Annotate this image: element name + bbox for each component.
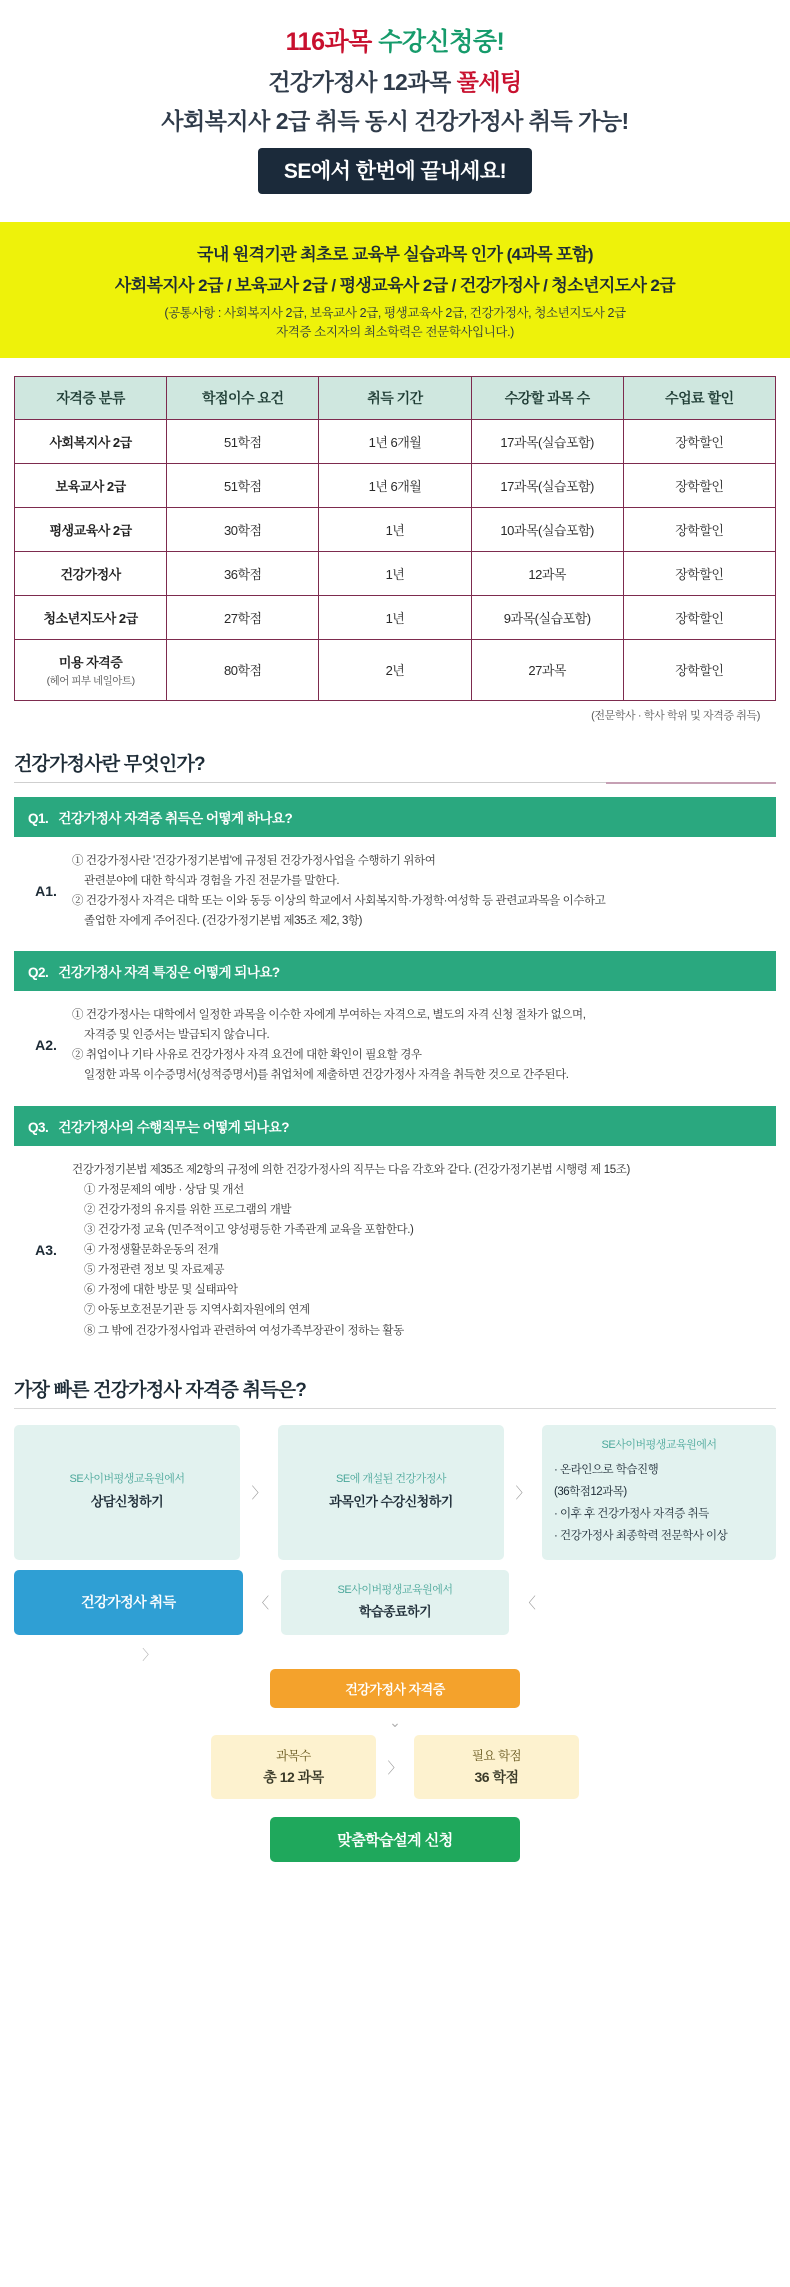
hero-line-2-highlight: 풀세팅 <box>456 69 522 95</box>
cell-credits: 36학점 <box>167 551 319 595</box>
cell-courses: 9과목(실습포함) <box>471 595 623 639</box>
faq-list <box>0 797 790 1355</box>
hero-line-1 <box>0 22 790 58</box>
chevron-down-icon: ⌄ <box>389 1713 401 1730</box>
yellow-banner <box>0 222 790 358</box>
faq-answer-line: 자격증 및 인증서는 발급되지 않습니다. <box>84 1029 270 1042</box>
flow-step-5-main: 학습종료하기 <box>358 1604 432 1620</box>
cell-credits: 51학점 <box>167 419 319 463</box>
flow-cert-badge-row <box>14 1669 776 1708</box>
cell-courses: 27과목 <box>471 639 623 700</box>
cell-credits: 27학점 <box>167 595 319 639</box>
cell-discount: 장학할인 <box>623 419 775 463</box>
chevron-right-icon: 〉 <box>387 1759 403 1777</box>
flow-step-3-item: · 이후 후 건강가정사 자격증 취득 <box>554 1507 709 1520</box>
faq-question <box>14 797 776 837</box>
certification-table-wrap <box>0 358 790 727</box>
cell-cert <box>15 639 167 700</box>
cell-discount: 장학할인 <box>623 551 775 595</box>
faq-answer-line: 건강가정기본법 제35조 제2항의 규정에 의한 건강가정사의 직무는 다음 각호와 같다. (건강가정기본법 시행령 제 15조) <box>72 1163 630 1176</box>
hero-line-3: 사회복지사 2급 취득 동시 건강가정사 취득 가능! <box>161 108 629 134</box>
faq-answer-number: A2. <box>35 1037 57 1054</box>
cell-cert-sub: (헤어 피부 네일아트) <box>46 674 135 687</box>
chevron-right-icon: 〉 <box>142 1646 157 1663</box>
hero-line-1-highlight: 116과목 <box>285 28 372 56</box>
hero-banner <box>0 0 790 208</box>
faq-answer <box>14 1146 776 1355</box>
cell-courses: 17과목(실습포함) <box>471 419 623 463</box>
cell-cert: 건강가정사 <box>15 551 167 595</box>
th-cert: 자격증 분류 <box>15 376 167 419</box>
flow-result-courses-value: 총 12 과목 <box>263 1768 324 1785</box>
faq-answer-text <box>72 1005 770 1086</box>
flow-section-title: 가장 빠른 건강가정사 자격증 취득은? <box>14 1379 307 1401</box>
faq-question-text: 건강가정사 자격증 취득은 어떻게 하나요? <box>58 810 293 826</box>
hero-line-2-pre: 건강가정사 12과목 <box>268 69 457 95</box>
cell-credits: 51학점 <box>167 463 319 507</box>
faq-answer-line: ① 건강가정사란 '건강가정기본법'에 규정된 건강가정사업을 수행하기 위하여 <box>72 854 436 867</box>
faq-answer-line: ⑥ 가정에 대한 방문 및 실태파악 <box>84 1284 238 1297</box>
hero-line-2 <box>0 64 790 97</box>
flow-step-1 <box>14 1425 240 1560</box>
th-period: 취득 기간 <box>319 376 471 419</box>
flow-spacer <box>547 1570 776 1635</box>
hero-line-1-rest: 수강신청중! <box>371 28 505 56</box>
table-row <box>15 507 776 551</box>
flow-step-1-top: SE사이버평생교육원에서 <box>69 1473 185 1486</box>
yellow-line-3b: 자격증 소지자의 최소학력은 전문학사입니다.) <box>276 324 514 339</box>
flow-step-3-item: · 온라인으로 학습진행 <box>554 1464 659 1477</box>
flow-step-4 <box>14 1570 243 1635</box>
faq-answer-text <box>72 851 770 932</box>
faq-answer-line: ⑧ 그 밖에 건강가정사업과 관련하여 여성가족부장관이 정하는 활동 <box>84 1324 404 1337</box>
faq-answer-number: A1. <box>35 882 57 899</box>
table-row <box>15 595 776 639</box>
cell-courses: 17과목(실습포함) <box>471 463 623 507</box>
cell-credits: 80학점 <box>167 639 319 700</box>
flow-row-1 <box>14 1425 776 1560</box>
yellow-line-3a: (공통사항 : 사회복지사 2급, 보육교사 2급, 평생교육사 2급, 건강가정사, 청소년지도사 2급 <box>164 306 626 320</box>
faq-question-number: Q2. <box>28 965 49 980</box>
faq-answer-line: 관련분야에 대한 학식과 경험을 가진 전문가를 말한다. <box>84 874 340 887</box>
cell-discount: 장학할인 <box>623 507 775 551</box>
cell-cert: 사회복지사 2급 <box>15 419 167 463</box>
yellow-line-2: 사회복지사 2급 / 보육교사 2급 / 평생교육사 2급 / 건강가정사 / 청소년지도사 2급 <box>114 276 676 295</box>
th-courses: 수강할 과목 수 <box>471 376 623 419</box>
cell-period: 1년 6개월 <box>319 419 471 463</box>
faq-question-number: Q1. <box>28 810 49 826</box>
yellow-line-3 <box>10 304 780 342</box>
faq-answer-line: 일정한 과목 이수증명서(성적증명서)를 취업처에 제출하면 건강가정사 자격을 취득한 것으로 간주된다. <box>84 1069 569 1082</box>
flow-step-2 <box>278 1425 504 1560</box>
cell-discount: 장학할인 <box>623 463 775 507</box>
cell-courses: 12과목 <box>471 551 623 595</box>
cell-cert-main: 미용 자격증 <box>58 654 123 670</box>
flow-row-2 <box>14 1570 776 1635</box>
flow-row-3-arrows <box>14 1645 776 1665</box>
flow-diagram <box>0 1419 790 1863</box>
cell-credits: 30학점 <box>167 507 319 551</box>
chevron-right-icon: 〉 <box>515 1484 531 1502</box>
cell-period: 1년 <box>319 551 471 595</box>
faq-answer-line: ③ 건강가정 교육 (민주적이고 양성평등한 가족관계 교육을 포함한다.) <box>84 1223 414 1236</box>
faq-question-text: 건강가정사의 수행직무는 어떻게 되나요? <box>58 1119 289 1135</box>
flow-step-3-item: · 건강가정사 최종학력 전문학사 이상 <box>554 1529 728 1542</box>
cell-discount: 장학할인 <box>623 639 775 700</box>
table-row <box>15 419 776 463</box>
table-row <box>15 639 776 700</box>
cell-cert: 보육교사 2급 <box>15 463 167 507</box>
cell-cert: 청소년지도사 2급 <box>15 595 167 639</box>
chevron-left-icon: 〈 <box>520 1594 536 1612</box>
faq-answer-line: ② 건강가정의 유지를 위한 프로그램의 개발 <box>84 1203 292 1216</box>
faq-divider <box>14 782 776 783</box>
faq-answer-line: ② 취업이나 기타 사유로 건강가정사 자격 요건에 대한 확인이 필요할 경우 <box>72 1049 422 1062</box>
flow-result-courses <box>211 1735 376 1799</box>
faq-answer-line: ① 가정문제의 예방 · 상담 및 개선 <box>84 1183 244 1196</box>
table-row <box>15 551 776 595</box>
table-note: (전문학사 · 학사 학위 및 자격증 취득) <box>591 709 760 722</box>
flow-step-1-main: 상담신청하기 <box>90 1494 164 1509</box>
flow-step-3-item: (36학점12과목) <box>554 1486 627 1499</box>
faq-answer-text <box>72 1160 770 1341</box>
faq-answer-line: ⑦ 아동보호전문기관 등 지역사회자원에의 연계 <box>84 1304 310 1317</box>
flow-result-courses-label: 과목수 <box>276 1748 311 1763</box>
cell-period: 1년 <box>319 595 471 639</box>
faq-answer-line: ⑤ 가정관련 정보 및 자료제공 <box>84 1264 225 1277</box>
cell-period: 1년 6개월 <box>319 463 471 507</box>
flow-step-5-top: SE사이버평생교육원에서 <box>337 1583 453 1596</box>
faq-question-number: Q3. <box>28 1119 49 1135</box>
flow-result-credits <box>414 1735 579 1799</box>
yellow-line-1: 국내 원격기관 최초로 교육부 실습과목 인가 (4과목 포함) <box>197 245 593 264</box>
faq-answer-line: ① 건강가정사는 대학에서 일정한 과목을 이수한 자에게 부여하는 자격으로, 별도의 자격 신청 절차가 없으며, <box>72 1009 586 1021</box>
flow-result-row <box>14 1735 776 1799</box>
flow-result-credits-label: 필요 학점 <box>471 1748 522 1763</box>
faq-answer-line: ④ 가정생활문화운동의 전개 <box>84 1244 219 1256</box>
cta-row <box>14 1817 776 1862</box>
faq-section-title: 건강가정사란 무엇인가? <box>14 753 205 775</box>
flow-step-4-main: 건강가정사 취득 <box>81 1594 176 1611</box>
cell-period: 2년 <box>319 639 471 700</box>
certification-table <box>14 376 776 701</box>
faq-answer <box>14 837 776 946</box>
flow-step-2-main: 과목인가 수강신청하기 <box>329 1494 453 1509</box>
faq-question-text: 건강가정사 자격 특징은 어떻게 되나요? <box>58 965 280 980</box>
hero-badge: SE에서 한번에 끝내세요! <box>258 148 532 194</box>
th-discount: 수업료 할인 <box>623 376 775 419</box>
faq-answer-number: A3. <box>35 1242 57 1259</box>
apply-button[interactable]: 맞춤학습설계 신청 <box>270 1817 520 1862</box>
flow-divider <box>14 1408 776 1409</box>
chevron-right-icon: 〉 <box>251 1484 267 1502</box>
chevron-left-icon: 〈 <box>254 1594 270 1612</box>
flow-step-3-top: SE사이버평생교육원에서 <box>601 1438 717 1451</box>
cell-discount: 장학할인 <box>623 595 775 639</box>
flow-cert-badge: 건강가정사 자격증 <box>270 1669 520 1708</box>
flow-step-2-top: SE에 개설된 건강가정사 <box>336 1473 446 1486</box>
faq-answer-line: 졸업한 자에게 주어진다. (건강가정기본법 제35조 제2, 3항) <box>84 914 363 927</box>
cell-courses: 10과목(실습포함) <box>471 507 623 551</box>
faq-answer-line: ② 건강가정사 자격은 대학 또는 이와 동등 이상의 학교에서 사회복지학·가정학·여성학 등 관련교과목을 이수하고 <box>72 894 606 907</box>
flow-step-5 <box>281 1570 510 1635</box>
flow-step-3 <box>542 1425 776 1560</box>
faq-question <box>14 1106 776 1146</box>
faq-question <box>14 951 776 991</box>
cell-period: 1년 <box>319 507 471 551</box>
flow-result-credits-value: 36 학점 <box>474 1768 519 1785</box>
table-row <box>15 463 776 507</box>
faq-answer <box>14 991 776 1100</box>
cell-cert: 평생교육사 2급 <box>15 507 167 551</box>
th-credits: 학점이수 요건 <box>167 376 319 419</box>
table-header-row <box>15 376 776 419</box>
